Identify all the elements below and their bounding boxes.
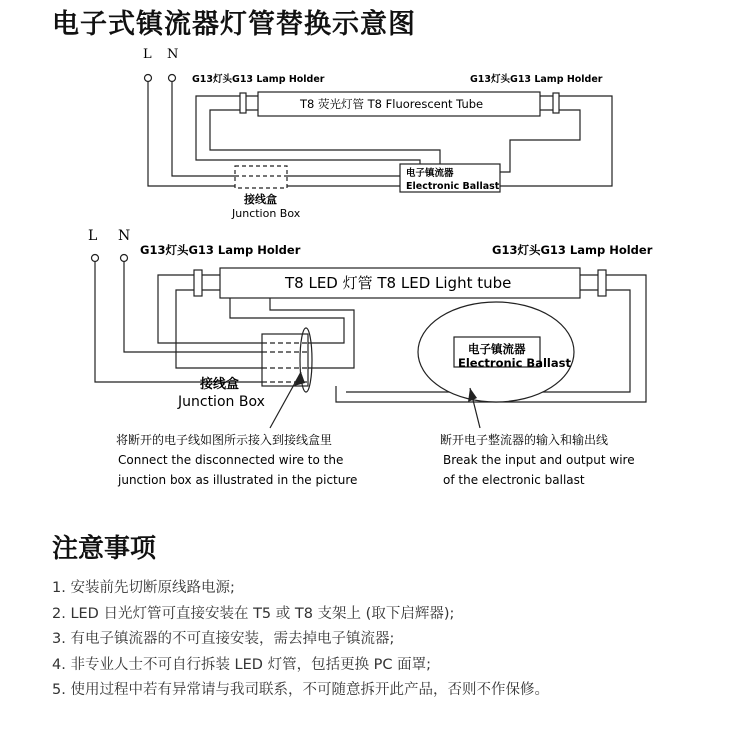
top-holder-left-label: G13灯头G13 Lamp Holder <box>192 74 325 85</box>
bottom-holder-right <box>598 270 606 296</box>
top-junction-cn: 接线盒 <box>244 193 277 206</box>
note-right-en-1: Break the input and output wire <box>443 453 635 467</box>
bottom-terminal-l <box>92 255 99 262</box>
bottom-holder-left-label: G13灯头G13 Lamp Holder <box>140 243 301 257</box>
top-holder-right <box>553 93 559 113</box>
note-item: 5. 使用过程中若有异常请与我司联系，不可随意拆开此产品，否则不作保修。 <box>52 682 549 698</box>
bottom-ballast-cn: 电子镇流器 <box>468 342 526 356</box>
note-item: 2. LED 日光灯管可直接安装在 T5 或 T8 支架上 (取下启辉器); <box>52 605 455 622</box>
top-holder-right-label: G13灯头G13 Lamp Holder <box>470 74 603 85</box>
bottom-ballast-en: Electronic Ballast <box>458 356 571 370</box>
note-right-cn: 断开电子整流器的输入和输出线 <box>440 433 609 447</box>
notes-title: 注意事项 <box>52 534 157 564</box>
top-junction-en: Junction Box <box>232 207 301 220</box>
bottom-holder-left <box>194 270 202 296</box>
top-ballast-cn: 电子镇流器 <box>406 168 454 179</box>
top-label-n: N <box>167 47 179 62</box>
bottom-terminal-n <box>121 255 128 262</box>
note-left-en-1: Connect the disconnected wire to the <box>118 453 344 467</box>
note-right-en-2: of the electronic ballast <box>443 473 585 487</box>
top-holder-left <box>240 93 246 113</box>
top-terminal-n <box>169 75 176 82</box>
bottom-holder-right-label: G13灯头G13 Lamp Holder <box>492 243 653 257</box>
top-tube-label: T8 荧光灯管 T8 Fluorescent Tube <box>300 97 484 111</box>
bottom-tube-label: T8 LED 灯管 T8 LED Light tube <box>285 274 512 292</box>
notes-list <box>52 576 549 704</box>
note-left-en-2: junction box as illustrated in the picture <box>118 473 358 487</box>
top-label-l: L <box>143 47 152 62</box>
top-ballast-en: Electronic Ballast <box>406 181 500 192</box>
note-item: 3. 有电子镇流器的不可直接安装，需去掉电子镇流器; <box>52 631 395 647</box>
bottom-junction-cn: 接线盒 <box>200 377 240 392</box>
bottom-label-l: L <box>88 228 98 244</box>
note-item: 1. 安装前先切断原线路电源; <box>52 580 235 596</box>
top-terminal-l <box>145 75 152 82</box>
bottom-label-n: N <box>118 228 131 244</box>
page-title: 电子式镇流器灯管替换示意图 <box>52 9 416 40</box>
note-item: 4. 非专业人士不可自行拆装 LED 灯管，包括更换 PC 面罩; <box>52 656 432 673</box>
top-junction-box <box>235 166 287 188</box>
bottom-junction-en: Junction Box <box>178 394 265 410</box>
note-left-cn: 将断开的电子线如图所示接入到接线盒里 <box>116 433 333 447</box>
